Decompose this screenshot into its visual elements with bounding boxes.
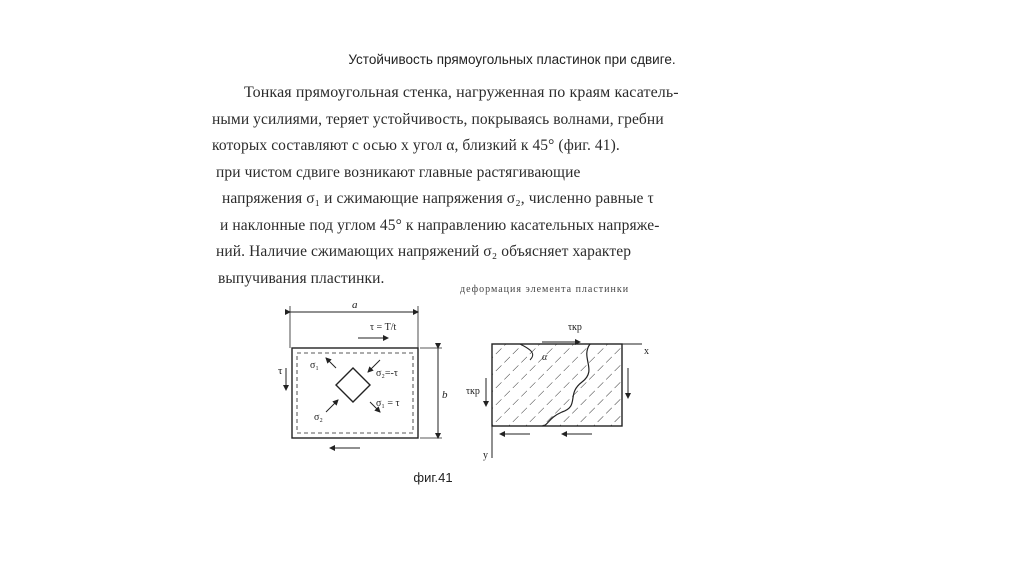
text-line: и наклонные под углом 45° к направлению касательных напряже- <box>220 216 660 234</box>
text-line: выпучивания пластинки. <box>218 269 385 287</box>
text-line: Тонкая прямоугольная стенка, нагруженная по краям касатель- <box>244 84 679 101</box>
cut-off-caption-fragment: деформация элемента пластинки <box>460 284 630 295</box>
axis-y-label: y <box>483 450 488 461</box>
figure-41-diagrams <box>280 298 660 470</box>
scanned-paragraph <box>212 80 752 292</box>
text-line: ний. Наличие сжимающих напряжений σ₂ объясняет характер <box>216 243 632 260</box>
right-plate-figure <box>466 322 649 461</box>
text-line: которых составляют с осью x угол α, близкий к 45° (фиг. 41). <box>212 137 620 154</box>
dim-b-label: b <box>442 389 448 401</box>
sigma1-top-label: σ₁ <box>310 360 319 371</box>
tau-cr-left-label: τкр <box>466 386 480 397</box>
tau-equation-label: τ = T/t <box>370 322 397 333</box>
figure-caption: фиг.41 <box>413 470 453 485</box>
sigma1-bottom-label: σ₁ = τ <box>376 398 400 409</box>
axis-x-label: x <box>644 346 649 357</box>
text-line: напряжения σ₁ и сжимающие напряжения σ₂, численно равные τ <box>222 190 654 207</box>
sigma2-top-label: σ₂=-τ <box>376 368 398 379</box>
alpha-label: α <box>542 352 548 363</box>
dim-a-label: a <box>352 299 358 311</box>
tau-cr-top-label: τкр <box>568 322 582 333</box>
text-line: при чистом сдвиге возникают главные растягивающие <box>216 163 581 181</box>
sigma2-bottom-label: σ₂ <box>314 412 323 423</box>
left-plate-figure <box>278 299 448 448</box>
tau-left-label: τ <box>278 365 283 377</box>
slide-title: Устойчивость прямоугольных пластинок при сдвиге. <box>348 52 676 67</box>
text-line: ными усилиями, теряет устойчивость, покрываясь волнами, гребни <box>212 110 664 128</box>
